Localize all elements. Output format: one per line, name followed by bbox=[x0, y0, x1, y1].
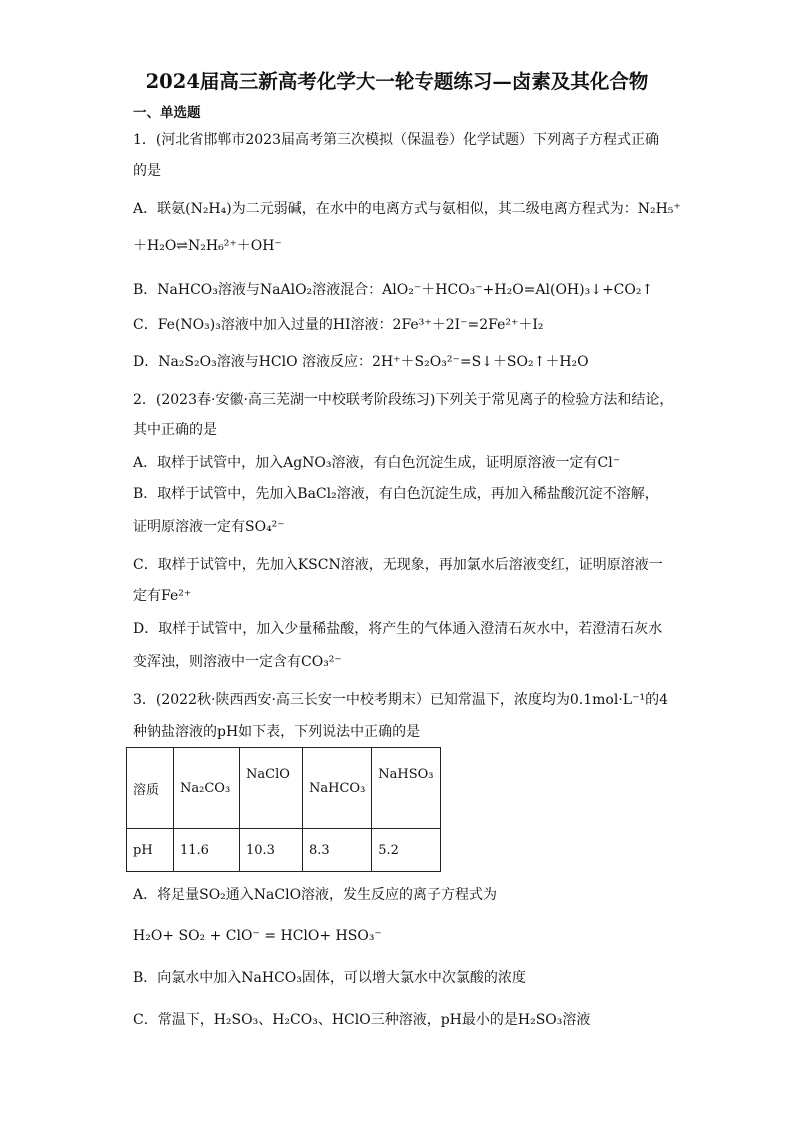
table-row bbox=[127, 829, 441, 872]
table-header-text: NaHSO₃ bbox=[378, 766, 434, 782]
q1-option-c: C．Fe(NO₃)₃溶液中加入过量的HI溶液：2Fe³⁺＋2I⁻=2Fe²⁺＋I₂ bbox=[133, 317, 544, 333]
q3-stem-line1: 3．(2022秋·陕西西安·高三长安一中校考期末）已知常温下，浓度均为0.1mol·L⁻¹的4 bbox=[133, 692, 668, 708]
q2-option-b-line1: B．取样于试管中，先加入BaCl₂溶液，有白色沉淀生成，再加入稀盐酸沉淀不溶解， bbox=[133, 486, 659, 502]
q2-stem-line2: 其中正确的是 bbox=[133, 422, 217, 438]
q3-option-b: B．向氯水中加入NaHCO₃固体，可以增大氯水中次氯酸的浓度 bbox=[133, 970, 526, 986]
q1-stem-line1: 1．(河北省邯郸市2023届高考第三次模拟（保温卷）化学试题）下列离子方程式正确 bbox=[133, 132, 659, 148]
q2-option-d-line2: 变浑浊，则溶液中一定含有CO₃²⁻ bbox=[133, 654, 342, 670]
table-header-cell bbox=[240, 748, 303, 829]
q3-option-c: C．常温下，H₂SO₃、H₂CO₃、HClO三种溶液，pH最小的是H₂SO₃溶液 bbox=[133, 1012, 591, 1028]
q1-option-a-line1: A．联氨(N₂H₄)为二元弱碱，在水中的电离方式与氨相似，其二级电离方程式为：N₂H₅⁺ bbox=[133, 201, 681, 217]
table-cell: 11.6 bbox=[174, 829, 240, 872]
q2-option-b-line2: 证明原溶液一定有SO₄²⁻ bbox=[133, 519, 285, 535]
q1-option-d: D．Na₂S₂O₃溶液与HClO 溶液反应：2H⁺＋S₂O₃²⁻=S↓＋SO₂↑＋H₂O bbox=[133, 354, 589, 370]
table-header-cell bbox=[372, 748, 440, 829]
table-cell: pH bbox=[127, 829, 174, 872]
table-header-cell: 溶质 bbox=[127, 748, 174, 829]
table-cell: 5.2 bbox=[372, 829, 440, 872]
q1-option-a-line2: ＋H₂O⇌N₂H₆²⁺＋OH⁻ bbox=[133, 238, 282, 254]
page-title: 2024届高三新高考化学大一轮专题练习—卤素及其化合物 bbox=[145, 70, 649, 93]
table-header-row bbox=[127, 748, 441, 829]
q3-stem-line2: 种钠盐溶液的pH如下表，下列说法中正确的是 bbox=[133, 724, 421, 740]
q1-option-b: B．NaHCO₃溶液与NaAlO₂溶液混合：AlO₂⁻＋HCO₃⁻+H₂O=Al(OH)₃↓+CO₂↑ bbox=[133, 282, 654, 298]
table-cell: 10.3 bbox=[240, 829, 303, 872]
q2-option-d-line1: D．取样于试管中，加入少量稀盐酸，将产生的气体通入澄清石灰水中，若澄清石灰水 bbox=[133, 621, 663, 637]
q3-option-a-line1: A．将足量SO₂通入NaClO溶液，发生反应的离子方程式为 bbox=[133, 887, 498, 903]
table-cell: 8.3 bbox=[303, 829, 372, 872]
q2-stem-line1: 2．(2023春·安徽·高三芜湖一中校联考阶段练习)下列关于常见离子的检验方法和结论， bbox=[133, 392, 674, 408]
q2-option-a: A．取样于试管中，加入AgNO₃溶液，有白色沉淀生成，证明原溶液一定有Cl⁻ bbox=[133, 455, 621, 471]
table-header-text: NaClO bbox=[246, 766, 290, 782]
q2-option-c-line1: C．取样于试管中，先加入KSCN溶液，无现象，再加氯水后溶液变红，证明原溶液一 bbox=[133, 557, 663, 573]
q1-stem-line2: 的是 bbox=[133, 163, 161, 179]
q2-option-c-line2: 定有Fe²⁺ bbox=[133, 588, 192, 604]
q3-option-a-line2: H₂O+ SO₂ + ClO⁻ = HClO+ HSO₃⁻ bbox=[133, 928, 382, 944]
section-heading: 一、单选题 bbox=[133, 105, 201, 121]
table-header-cell: Na₂CO₃ bbox=[174, 748, 240, 829]
table-header-cell: NaHCO₃ bbox=[303, 748, 372, 829]
q3-ph-table bbox=[126, 747, 441, 872]
